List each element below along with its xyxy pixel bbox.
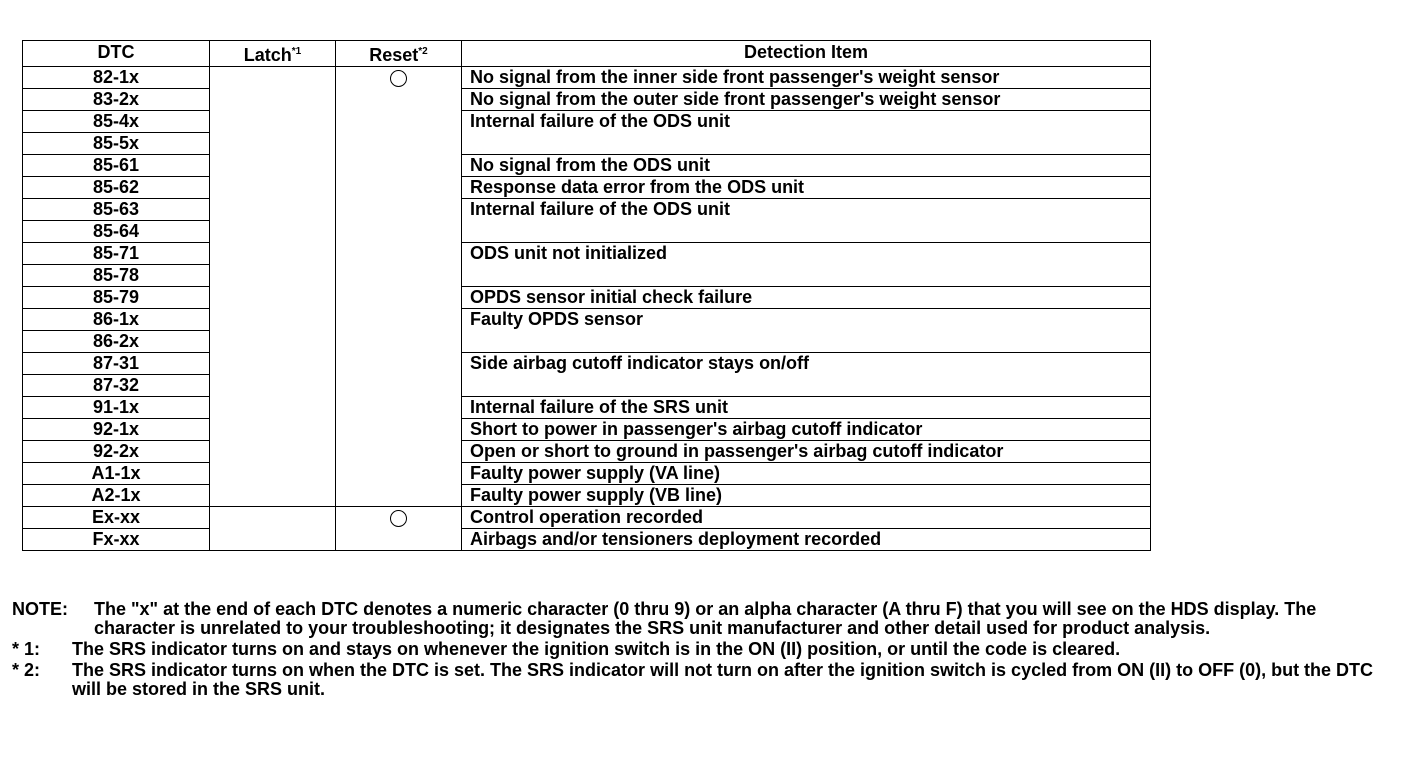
table-row [23,177,1151,199]
latch-cell [210,67,336,507]
detection-item: Faulty OPDS sensor [462,309,1151,353]
note-1-label: * 1: [12,639,41,659]
detection-item: Control operation recorded [462,507,1151,529]
table-row [23,243,1151,265]
table-row [23,199,1151,221]
dtc-code: A1-1x [23,463,210,485]
dtc-code: 87-32 [23,375,210,397]
dtc-code: 86-1x [23,309,210,331]
table-row [23,419,1151,441]
detection-item: Side airbag cutoff indicator stays on/off [462,353,1151,397]
table-row [23,89,1151,111]
table-row [23,309,1151,331]
dtc-code: 83-2x [23,89,210,111]
dtc-code: 85-63 [23,199,210,221]
detection-item: Internal failure of the ODS unit [462,199,1151,243]
detection-item: No signal from the inner side front passenger's weight sensor [462,67,1151,89]
reset-cell [336,507,462,551]
note-label: NOTE: [12,599,68,619]
dtc-code: 92-1x [23,419,210,441]
table-row [23,463,1151,485]
header-reset-label: Reset [369,45,419,65]
dtc-code: 85-64 [23,221,210,243]
detection-item: Internal failure of the ODS unit [462,111,1151,155]
reset-cell [336,67,462,507]
dtc-code: 85-61 [23,155,210,177]
reset-circle-icon [390,70,407,87]
dtc-code: Ex-xx [23,507,210,529]
detection-item: No signal from the ODS unit [462,155,1151,177]
table-row [23,507,1151,529]
table-row [23,155,1151,177]
header-detection-item: Detection Item [462,41,1151,67]
header-latch [210,41,336,67]
table-row [23,441,1151,463]
note-1-text: The SRS indicator turns on and stays on whenever the ignition switch is in the ON (II) position, or until the code is cleared. [72,639,1121,659]
table-row [23,397,1151,419]
dtc-code: 85-4x [23,111,210,133]
dtc-code: 86-2x [23,331,210,353]
dtc-code: 85-79 [23,287,210,309]
dtc-table [22,40,1151,551]
dtc-code: 92-2x [23,441,210,463]
dtc-code: 85-62 [23,177,210,199]
table-row [23,485,1151,507]
header-latch-ref: *1 [291,46,302,57]
dtc-code: A2-1x [23,485,210,507]
detection-item: Faulty power supply (VB line) [462,485,1151,507]
dtc-code: 85-5x [23,133,210,155]
detection-item: No signal from the outer side front passenger's weight sensor [462,89,1151,111]
table-row [23,353,1151,375]
dtc-code: Fx-xx [23,529,210,551]
header-latch-label: Latch [243,45,292,65]
table-row [23,287,1151,309]
detection-item: Airbags and/or tensioners deployment recorded [462,529,1151,551]
note-2-text: The SRS indicator turns on when the DTC is set. The SRS indicator will not turn on after the ignition switch is cycled from ON (II) to OFF (0), but the DTC will be stored in the SRS unit. [72,660,1374,699]
header-row [23,41,1151,67]
detection-item: Internal failure of the SRS unit [462,397,1151,419]
table-row [23,67,1151,89]
table-row [23,111,1151,133]
dtc-code: 91-1x [23,397,210,419]
latch-cell [210,507,336,551]
detection-item: ODS unit not initialized [462,243,1151,287]
note-2-label: * 2: [12,660,41,680]
notes-section [12,600,1382,701]
detection-item: Short to power in passenger's airbag cutoff indicator [462,419,1151,441]
reset-circle-icon [390,510,407,527]
header-dtc: DTC [23,41,210,67]
detection-item: OPDS sensor initial check failure [462,287,1151,309]
table-row [23,529,1151,551]
detection-item: Open or short to ground in passenger's airbag cutoff indicator [462,441,1151,463]
detection-item: Faulty power supply (VA line) [462,463,1151,485]
header-reset [336,41,462,67]
note-2 [12,661,1382,699]
dtc-code: 82-1x [23,67,210,89]
note-general [12,600,1382,638]
dtc-code: 87-31 [23,353,210,375]
note-text: The "x" at the end of each DTC denotes a numeric character (0 thru 9) or an alpha character (A thru F) that you will see on the HDS display. The character is unrelated to your troubleshooting; it designates the SRS unit manufacturer and other detail used for product analysis. [94,599,1317,638]
dtc-code: 85-71 [23,243,210,265]
detection-item: Response data error from the ODS unit [462,177,1151,199]
note-1 [12,640,1382,659]
header-reset-ref: *2 [418,46,428,57]
dtc-code: 85-78 [23,265,210,287]
